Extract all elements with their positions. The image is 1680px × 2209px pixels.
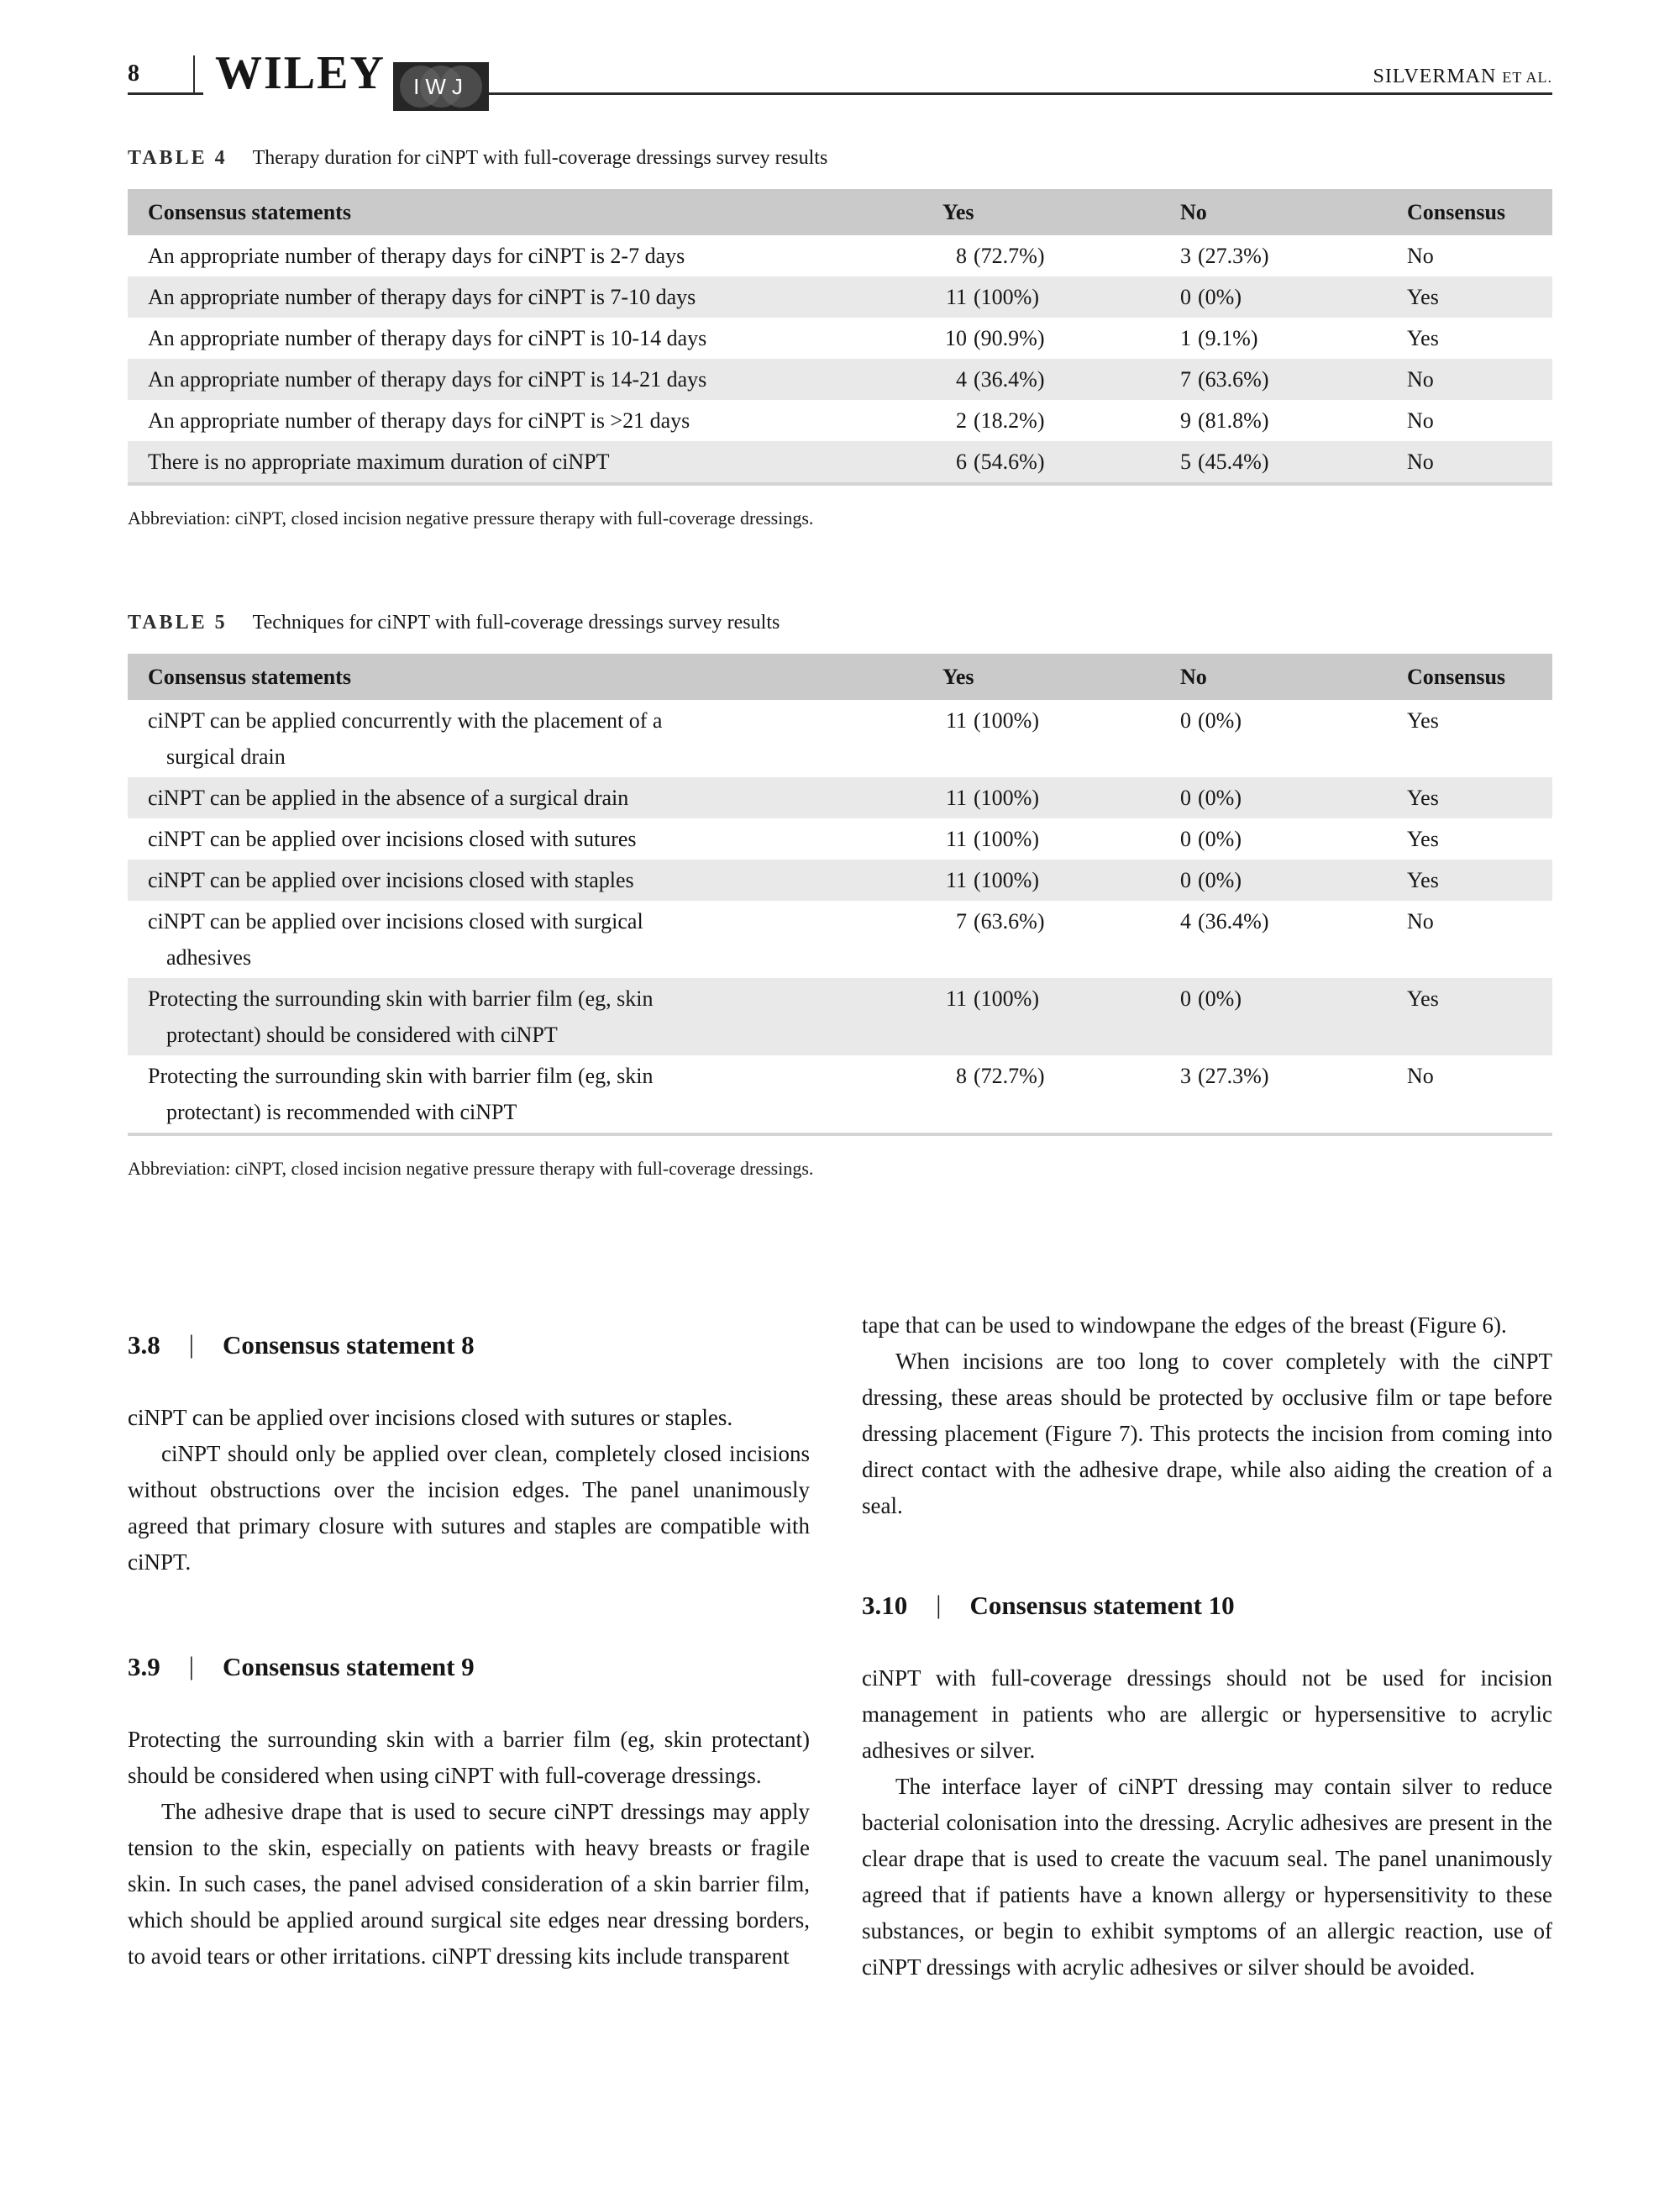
column-header: Consensus statements (128, 189, 913, 235)
running-head (0, 0, 1680, 99)
table-row: ciNPT can be applied over incisions closed with surgical adhesives 7 (63.6%) 4 (36.4%) No (148, 909, 1434, 970)
running-head-authors (1373, 66, 1552, 88)
wiley-logo: WILEY (203, 47, 397, 99)
paragraph: The adhesive drape that is used to secure ciNPT dressings may apply tension to the skin, especially on patients with heavy breasts or fragile skin. In such cases, the panel advised consideration of a skin barrier film, which should be applied around surgical site edges near dressing borders, to avoid tears or other irritations. ciNPT dressing kits include transparent (128, 1799, 810, 1969)
column-header: No (1148, 189, 1375, 235)
table-row: Protecting the surrounding skin with barrier film (eg, skin protectant) should be considered with ciNPT 11 (100%) 0 (0%) Yes (128, 978, 1552, 1055)
table-row: There is no appropriate maximum duration of ciNPT 6 (54.6%) 5 (45.4%) No (128, 441, 1552, 482)
table4 (128, 189, 1552, 486)
section-number: 3.10 (862, 1591, 908, 1620)
table5-label: TABLE 5 (128, 612, 228, 634)
table-row: An appropriate number of therapy days for ciNPT is 2-7 days 8 (72.7%) 3 (27.3%) No (148, 244, 1434, 268)
table5-caption-text: Techniques for ciNPT with full-coverage dressings survey results (252, 612, 780, 634)
table-row: An appropriate number of therapy days for ciNPT is 14-21 days 4 (36.4%) 7 (63.6%) No (128, 359, 1552, 400)
table4-label: TABLE 4 (128, 147, 228, 169)
table-bottom-rule (128, 482, 1552, 486)
paragraph: ciNPT with full-coverage dressings should not be used for incision management in patients who are allergic or hypersensitive to acrylic adhesives or silver. (862, 1665, 1552, 1763)
paragraph: The interface layer of ciNPT dressing may contain silver to reduce bacterial colonisation into the dressing. Acrylic adhesives are present in the clear drape that is used to create the vacuum seal. The panel unanimously agreed that if patients have a known allergy or hypersensitivity to these substances, or begin to exhibit symptoms of an allergic reaction, use of ciNPT dressings with acrylic adhesives or silver should be avoided. (862, 1774, 1552, 1980)
table4-header-row (128, 189, 1552, 235)
column-header: Consensus (1375, 189, 1552, 235)
header-tick-divider (193, 55, 195, 93)
paragraph: When incisions are too long to cover completely with the ciNPT dressing, these areas should be protected by occlusive film or tape before dressing placement (Figure 7). This protects the incision from coming into direct contact with the adhesive drape, while also aiding the creation of a seal. (862, 1349, 1552, 1518)
section-heading-3-9 (128, 1651, 810, 1683)
page-number: 8 (128, 60, 139, 87)
table-row: ciNPT can be applied in the absence of a surgical drain 11 (100%) 0 (0%) Yes (128, 777, 1552, 818)
column-header: No (1148, 654, 1375, 700)
table4-caption (128, 144, 1552, 172)
paragraph: Protecting the surrounding skin with a barrier film (eg, skin protectant) should be considered when using ciNPT with full-coverage dressings. (128, 1727, 810, 1788)
et-al: ET AL. (1502, 69, 1552, 86)
table4-caption-text: Therapy duration for ciNPT with full-coverage dressings survey results (252, 147, 828, 169)
paragraph: ciNPT should only be applied over clean, completely closed incisions without obstructions over the incision edges. The panel unanimously agreed that primary closure with sutures and staples are compatible with ciNPT. (128, 1441, 810, 1575)
table-row: ciNPT can be applied over incisions closed with sutures 11 (100%) 0 (0%) Yes (148, 827, 1439, 851)
table5-footnote: Abbreviation: ciNPT, closed incision negative pressure therapy with full-coverage dressings. (128, 1158, 814, 1179)
author-name: SILVERMAN (1373, 66, 1497, 87)
iwj-logo-text: IWJ (413, 74, 469, 99)
section-number: 3.9 (128, 1652, 160, 1681)
table-row: ciNPT can be applied concurrently with the placement of a surgical drain 11 (100%) 0 (0%) Yes (148, 708, 1439, 769)
column-header: Yes (913, 189, 1148, 235)
right-column (862, 1307, 1552, 1985)
table5-caption (128, 608, 1552, 637)
section-number: 3.8 (128, 1330, 160, 1360)
table-row: An appropriate number of therapy days for ciNPT is >21 days 2 (18.2%) 9 (81.8%) No (148, 408, 1434, 433)
body-columns (128, 1307, 1552, 1985)
table-bottom-rule (128, 1133, 1552, 1136)
section-separator: | (188, 1651, 194, 1680)
section-separator: | (188, 1329, 194, 1359)
section-heading-3-8 (128, 1329, 810, 1361)
table5 (128, 654, 1552, 1136)
section-title: Consensus statement 10 (969, 1591, 1235, 1620)
column-header: Consensus (1375, 654, 1552, 700)
section-heading-3-10 (862, 1590, 1552, 1622)
table-row: An appropriate number of therapy days for ciNPT is 7-10 days 11 (100%) 0 (0%) Yes (128, 276, 1552, 318)
table5-header-row (128, 654, 1552, 700)
table-row: ciNPT can be applied over incisions closed with staples 11 (100%) 0 (0%) Yes (128, 860, 1552, 901)
section-separator: | (936, 1590, 942, 1619)
table-row: An appropriate number of therapy days for ciNPT is 10-14 days 10 (90.9%) 1 (9.1%) Yes (148, 326, 1439, 350)
paragraph: ciNPT can be applied over incisions closed with sutures or staples. (128, 1405, 733, 1430)
column-header: Yes (913, 654, 1148, 700)
section-title: Consensus statement 8 (222, 1330, 475, 1360)
iwj-journal-logo-icon (393, 62, 489, 111)
column-header: Consensus statements (128, 654, 913, 700)
left-column (128, 1307, 810, 1985)
paragraph: tape that can be used to windowpane the edges of the breast (Figure 6). (862, 1312, 1507, 1338)
page-content (0, 144, 1680, 1985)
table-row: Protecting the surrounding skin with barrier film (eg, skin protectant) is recommended with ciNPT 8 (72.7%) 3 (27.3%) No (148, 1064, 1434, 1124)
section-title: Consensus statement 9 (222, 1652, 475, 1681)
table4-footnote: Abbreviation: ciNPT, closed incision negative pressure therapy with full-coverage dressings. (128, 508, 814, 529)
